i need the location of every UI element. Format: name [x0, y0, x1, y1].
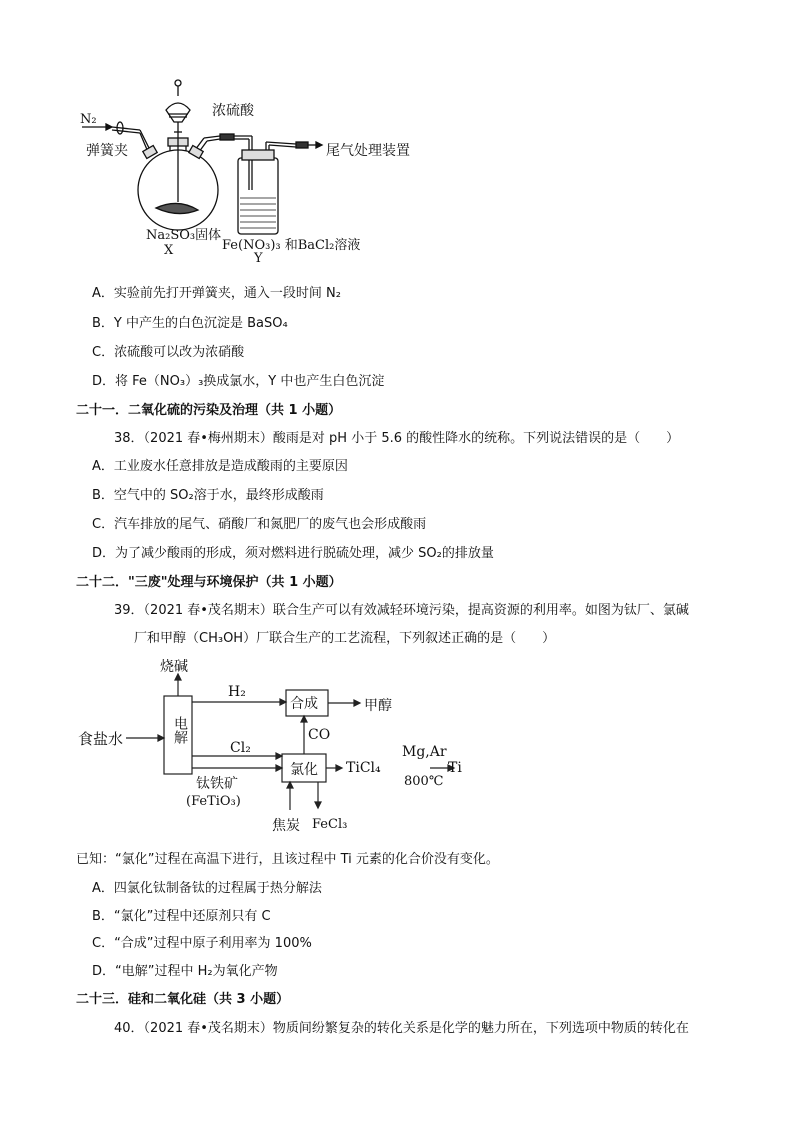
q39-known-condition: 已知：“氯化”过程在高温下进行，且该过程中 Ti 元素的化合价没有变化。 [76, 852, 499, 867]
spring-clamp-label: 弹簧夹 [86, 143, 128, 159]
q38-option-b: B．空气中的 SO₂溶于水，最终形成酸雨 [92, 488, 324, 503]
q38-stem: 38．（2021 春•梅州期末）酸雨是对 pH 小于 5.6 的酸性降水的统称。下列说法错误的是（ ） [114, 431, 680, 446]
separatory-funnel [166, 103, 190, 122]
q38-option-c: C．汽车排放的尾气、硝酸厂和氮肥厂的废气也会形成酸雨 [92, 517, 427, 532]
temperature-label: 800℃ [404, 774, 444, 789]
acid-label: 浓硫酸 [212, 103, 254, 119]
q40-stem: 40．（2021 春•茂名期末）物质间纷繁复杂的转化关系是化学的魅力所在，下列选项中物质的转化在 [114, 1021, 689, 1036]
n2-label: N₂ [80, 112, 97, 127]
q37-option-b: B．Y 中产生的白色沉淀是 BaSO₄ [92, 316, 288, 331]
q39-option-d: D．“电解”过程中 H₂为氧化产物 [92, 964, 278, 979]
section-22-heading: 二十二．"三废"处理与环境保护（共 1 小题） [76, 575, 342, 590]
solid-x [156, 203, 198, 213]
q37-option-c: C．浓硫酸可以改为浓硝酸 [92, 345, 245, 360]
chlorination-label: 氯化 [290, 762, 318, 778]
q39-option-b: B．“氯化”过程中还原剂只有 C [92, 909, 271, 924]
q39-stem-line1: 39．（2021 春•茂名期末）联合生产可以有效减轻环境污染，提高资源的利用率。如图为钛厂、氯碱 [114, 603, 689, 618]
q39-stem-line2: 厂和甲醇（CH₃OH）厂联合生产的工艺流程，下列叙述正确的是（ ） [134, 631, 556, 646]
y-label: Y [254, 251, 263, 266]
tail-gas-arrow [316, 142, 322, 148]
coke-label: 焦炭 [272, 818, 300, 834]
mgar-label: Mg,Ar [402, 744, 447, 760]
q39-option-c: C．“合成”过程中原子利用率为 100% [92, 936, 312, 951]
cl2-label: Cl₂ [230, 740, 251, 756]
synthesis-label: 合成 [290, 696, 318, 712]
co-label: CO [308, 727, 331, 743]
q38-option-a: A．工业废水任意排放是造成酸雨的主要原因 [92, 459, 348, 474]
ti-label: Ti [448, 760, 462, 776]
q39-option-a: A．四氯化钛制备钛的过程属于热分解法 [92, 881, 322, 896]
x-label: X [164, 243, 174, 258]
ticl4-label: TiCl₄ [346, 760, 381, 776]
solid-x-label: Na₂SO₃固体 [146, 228, 222, 243]
q38-option-d: D．为了减少酸雨的形成，须对燃料进行脱硫处理，减少 SO₂的排放量 [92, 546, 494, 561]
electrolysis-label: 电解 [172, 716, 188, 744]
fecl3-label: FeCl₃ [312, 817, 348, 832]
brine-label: 食盐水 [78, 730, 124, 748]
h2-label: H₂ [228, 684, 246, 700]
q37-option-a: A．实验前先打开弹簧夹，通入一段时间 N₂ [92, 286, 341, 301]
section-23-heading: 二十三．硅和二氧化硅（共 3 小题） [76, 992, 290, 1007]
solution-y-label: Fe(NO₃)₃ 和BaCl₂溶液 [222, 238, 361, 253]
gas-washing-bottle [238, 158, 278, 234]
ilmenite-label: 钛铁矿 [196, 776, 238, 792]
naoh-label: 烧碱 [160, 659, 188, 675]
tail-gas-label: 尾气处理装置 [326, 143, 410, 159]
fetio3-label: (FeTiO₃) [186, 794, 241, 809]
section-21-heading: 二十一．二氧化硫的污染及治理（共 1 小题） [76, 403, 342, 418]
q37-option-d: D．将 Fe（NO₃）₃换成氯水，Y 中也产生白色沉淀 [92, 374, 385, 389]
methanol-label: 甲醇 [364, 698, 392, 714]
